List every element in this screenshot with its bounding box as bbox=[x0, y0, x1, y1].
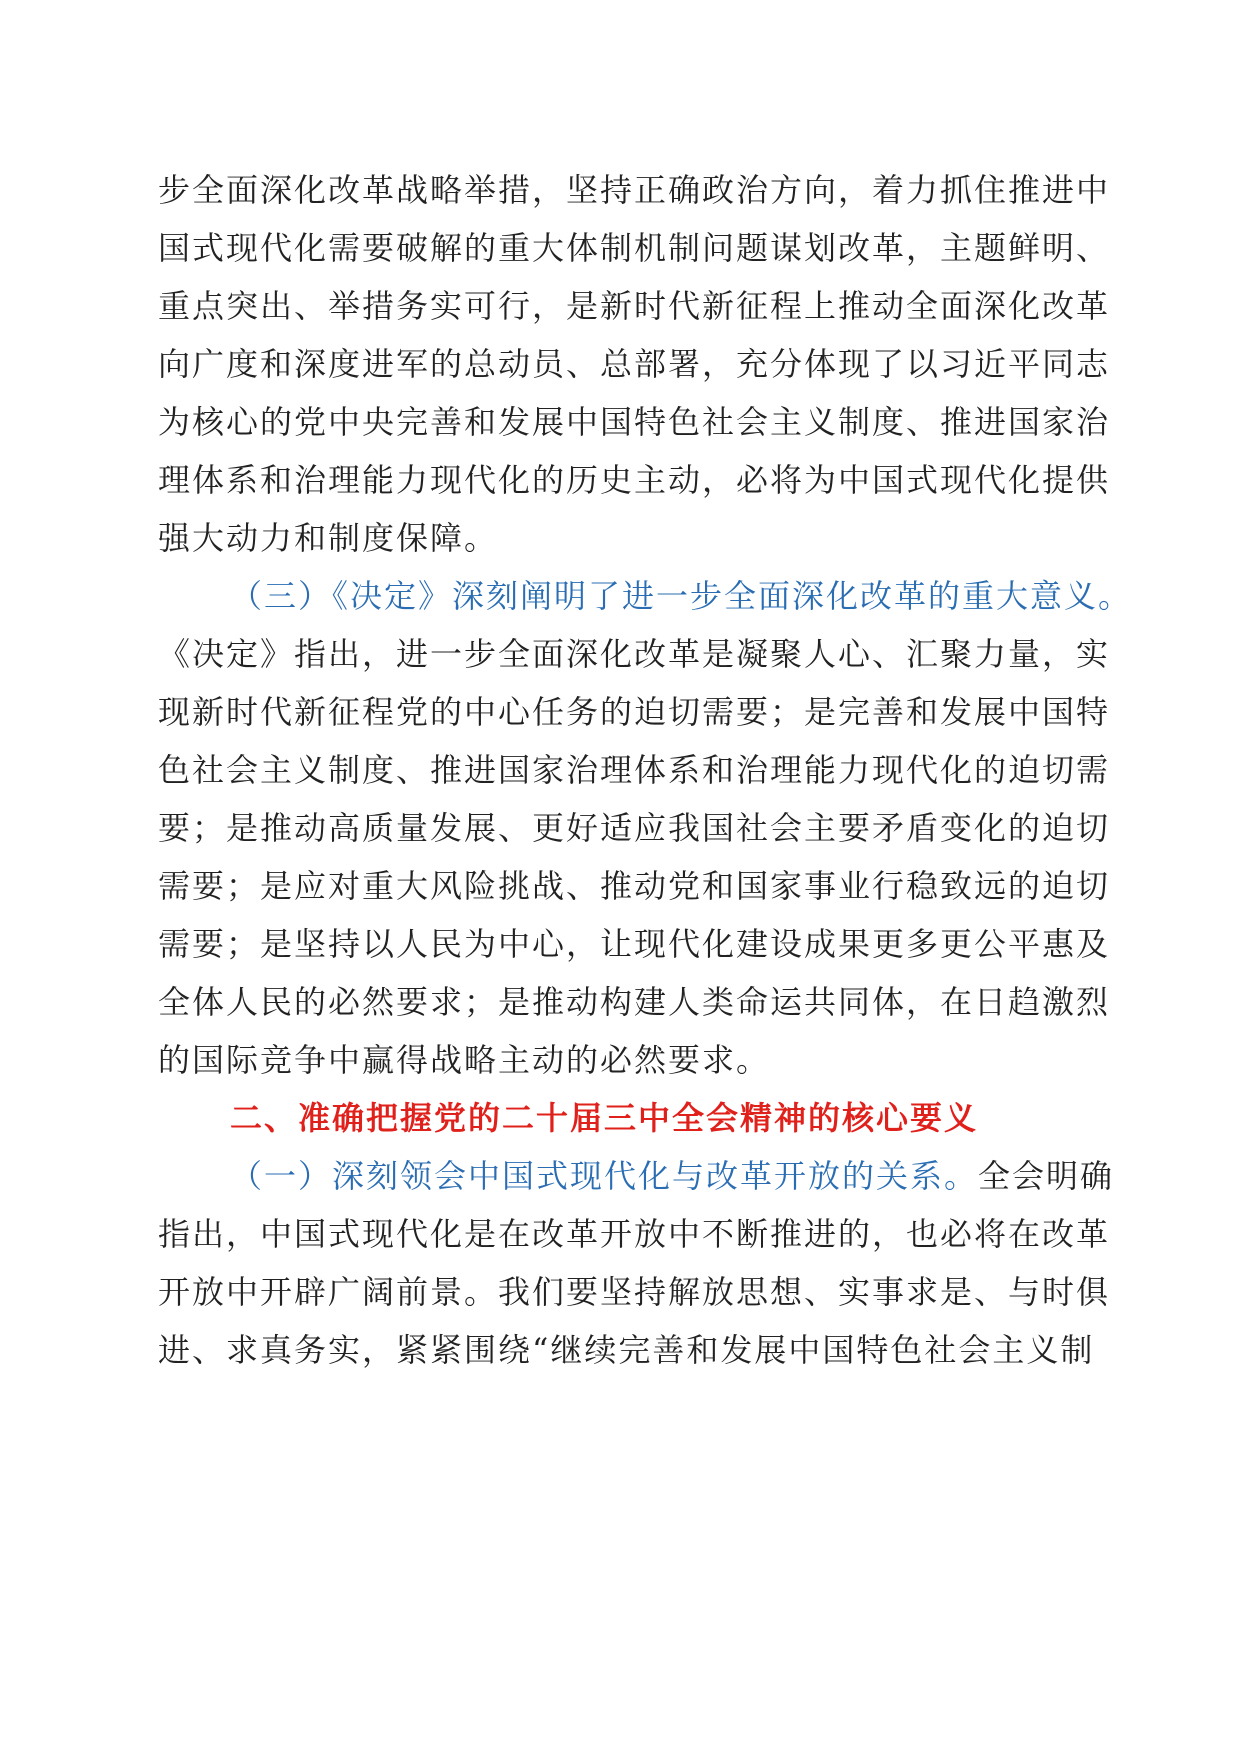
body-text: 《决定》指出，进一步全面深化改革是凝聚人心、汇聚力量，实 bbox=[158, 635, 1111, 673]
body-text: 向广度和深度进军的总动员、总部署，充分体现了以习近平同志 bbox=[158, 345, 1111, 383]
body-line bbox=[158, 518, 1078, 558]
body-text: 进、求真务实，紧紧围绕“继续完善和发展中国特色社会主义制 bbox=[158, 1331, 1095, 1369]
body-text: 需要；是坚持以人民为中心，让现代化建设成果更多更公平惠及 bbox=[158, 925, 1111, 963]
section-heading: 二、准确把握党的二十届三中全会精神的核心要义 bbox=[230, 1099, 979, 1137]
body-text: 全体人民的必然要求；是推动构建人类命运共同体，在日趋激烈 bbox=[158, 983, 1111, 1021]
body-line bbox=[158, 634, 1111, 674]
body-text: 步全面深化改革战略举措，坚持正确政治方向，着力抓住推进中 bbox=[158, 171, 1111, 209]
body-text: 全会明确 bbox=[978, 1157, 1115, 1195]
body-line bbox=[158, 344, 1111, 384]
body-line bbox=[158, 1214, 1111, 1254]
body-text: 理体系和治理能力现代化的历史主动，必将为中国式现代化提供 bbox=[158, 461, 1111, 499]
body-line bbox=[158, 866, 1111, 906]
body-text: 国式现代化需要破解的重大体制机制问题谋划改革，主题鲜明、 bbox=[158, 229, 1111, 267]
body-line bbox=[158, 402, 1111, 442]
subsection-lead: （一）深刻领会中国式现代化与改革开放的关系。 bbox=[230, 1157, 979, 1195]
body-text: 现新时代新征程党的中心任务的迫切需要；是完善和发展中国特 bbox=[158, 693, 1111, 731]
body-text: 强大动力和制度保障。 bbox=[158, 519, 499, 557]
subsection-line bbox=[230, 576, 1150, 616]
body-text: 需要；是应对重大风险挑战、推动党和国家事业行稳致远的迫切 bbox=[158, 867, 1111, 905]
body-line bbox=[158, 982, 1111, 1022]
body-text: 要；是推动高质量发展、更好适应我国社会主要矛盾变化的迫切 bbox=[158, 809, 1111, 847]
body-text: 为核心的党中央完善和发展中国特色社会主义制度、推进国家治 bbox=[158, 403, 1111, 441]
body-line bbox=[158, 1040, 1078, 1080]
body-line bbox=[158, 228, 1111, 268]
body-text: 开放中开辟广阔前景。我们要坚持解放思想、实事求是、与时俱 bbox=[158, 1273, 1111, 1311]
body-line bbox=[158, 286, 1111, 326]
subsection-lead: （三）《决定》深刻阐明了进一步全面深化改革的重大意义。 bbox=[230, 577, 1133, 615]
body-line bbox=[158, 170, 1111, 210]
body-line bbox=[158, 460, 1111, 500]
subsection-line bbox=[230, 1156, 1150, 1196]
body-line bbox=[158, 1272, 1111, 1312]
body-line bbox=[158, 808, 1111, 848]
body-text: 指出，中国式现代化是在改革开放中不断推进的，也必将在改革 bbox=[158, 1215, 1111, 1253]
body-line bbox=[158, 924, 1111, 964]
body-text: 重点突出、举措务实可行，是新时代新征程上推动全面深化改革 bbox=[158, 287, 1111, 325]
body-text: 色社会主义制度、推进国家治理体系和治理能力现代化的迫切需 bbox=[158, 751, 1111, 789]
body-line bbox=[158, 1330, 1095, 1370]
body-line bbox=[158, 750, 1111, 790]
body-line bbox=[158, 692, 1111, 732]
body-text: 的国际竞争中赢得战略主动的必然要求。 bbox=[158, 1041, 771, 1079]
